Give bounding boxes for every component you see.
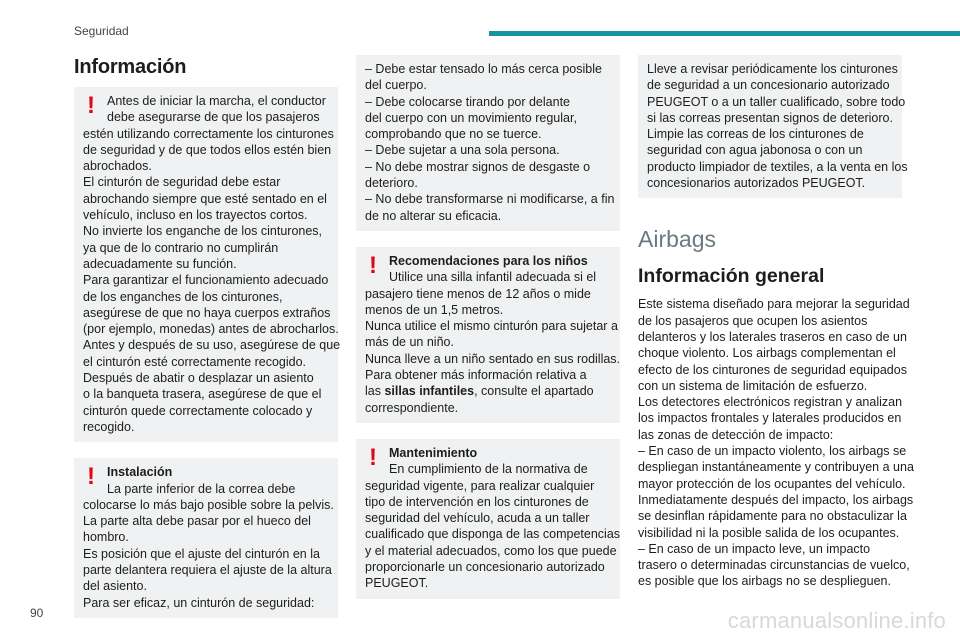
- text-line: Para garantizar el funcionamiento adecuado: [83, 273, 329, 288]
- text-line: asegúrese de que no haya cuerpos extraños: [83, 305, 331, 320]
- text-line: ya que de lo contrario no cumplirán: [83, 240, 279, 255]
- text-line: PEUGEOT o a un taller cualificado, sobre todo: [647, 94, 906, 109]
- text-line: de seguridad y de que todos ellos estén bien: [83, 142, 332, 157]
- text-line: tipo de intervención en los cinturones de: [365, 494, 589, 509]
- info-text: [83, 93, 341, 435]
- text-line: deterioro.: [365, 176, 418, 191]
- text-line: – No debe mostrar signos de desgaste o: [365, 159, 591, 174]
- column-left: [74, 50, 341, 634]
- text-line: Utilice una silla infantil adecuada si el: [389, 270, 597, 285]
- text-line: si las correas presentan signos de deterioro.: [647, 110, 893, 125]
- text-line: seguridad vigente, para realizar cualquier: [365, 478, 595, 493]
- text-line: – Debe estar tensado lo más cerca posible: [365, 62, 602, 76]
- text-line: vehículo, incluso en los trayectos cortos.: [83, 208, 308, 223]
- text-line: trasero o determinadas circunstancias de vuelco,: [638, 558, 910, 573]
- install-text: [83, 481, 334, 611]
- text-line: de no alterar su eficacia.: [365, 208, 502, 223]
- maintenance-title: Mantenimiento: [389, 445, 478, 460]
- info-warning-box: [74, 87, 341, 442]
- warning-icon: !: [369, 251, 377, 279]
- text-line: de seguridad a un concesionario autorizado: [647, 78, 890, 93]
- text-line: seguridad con agua jabonosa o con un: [647, 143, 863, 158]
- text-line: producto limpiador de textiles, a la venta en los: [647, 159, 908, 174]
- text-line: adecuadamente su función.: [83, 256, 237, 271]
- text-line: Inmediatamente después del impacto, los airbags: [638, 492, 914, 507]
- text-line: el cinturón esté correctamente recogido.: [83, 354, 307, 369]
- service-box: [638, 55, 908, 198]
- text-line: Antes de iniciar la marcha, el conductor: [107, 94, 326, 108]
- text-line: se desinflan rápidamente para no obstaculizar la: [638, 509, 907, 524]
- text-line: abrochados.: [83, 159, 152, 174]
- warning-icon: !: [87, 92, 95, 119]
- text-line: recogido.: [83, 419, 135, 434]
- text-line: concesionarios autorizados PEUGEOT.: [647, 176, 866, 191]
- child-seats-link: sillas infantiles: [384, 384, 475, 399]
- text-line: – Debe sujetar a una sola persona.: [365, 143, 560, 158]
- text-line: – En caso de un impacto leve, un impacto: [638, 541, 871, 556]
- text-line: Este sistema diseñado para mejorar la seguridad: [638, 297, 910, 312]
- page-number: 90: [30, 606, 44, 620]
- text-line: – En caso de un impacto violento, los airbags se: [638, 444, 907, 459]
- text-line: choque violento. Los airbags complementan el: [638, 346, 896, 361]
- column-middle: [356, 55, 620, 615]
- text-line: Limpie las correas de los cinturones de: [647, 127, 864, 142]
- text-line: – Debe colocarse tirando por delante: [365, 94, 570, 109]
- children-last-line: correspondiente.: [365, 400, 459, 415]
- text-line: visibilidad ni la posible salida de los ocupantes.: [638, 525, 900, 540]
- section-header: Seguridad: [74, 24, 129, 38]
- text-line: cinturón quede correctamente colocado y: [83, 403, 313, 418]
- belt-requirements-box: [356, 55, 620, 231]
- text-line: Nunca utilice el mismo cinturón para sujetar a: [365, 319, 618, 334]
- text-line: parte delantera requiera el ajuste de la altura: [83, 563, 332, 578]
- text-line: Los detectores electrónicos registran y analizan: [638, 395, 903, 410]
- text-line: mayor protección de los ocupantes del vehículo.: [638, 476, 906, 491]
- text-line: La parte alta debe pasar por el hueco del: [83, 514, 311, 529]
- general-info-heading: Información general: [638, 265, 825, 288]
- text-line: PEUGEOT.: [365, 576, 429, 591]
- watermark: carmanualsonline.info: [727, 608, 946, 633]
- text-line: – No debe transformarse ni modificarse, a fin: [365, 192, 615, 207]
- text-line: Después de abatir o desplazar un asiento: [83, 371, 314, 386]
- text-line: los impactos frontales y laterales producidos en: [638, 411, 902, 426]
- children-text: [365, 269, 621, 383]
- text-line: El cinturón de seguridad debe estar: [83, 175, 281, 190]
- text-line: con un sistema de limitación de esfuerzo.: [638, 378, 868, 393]
- warning-icon: !: [369, 443, 377, 471]
- text-line: proporcionarle un concesionario autorizado: [365, 560, 605, 575]
- install-title: Instalación: [107, 465, 173, 480]
- column-right: [638, 55, 914, 590]
- maintenance-text: [365, 461, 621, 591]
- text-line: No invierte los enganche de los cinturones,: [83, 224, 323, 239]
- text-line: o la banqueta trasera, asegúrese de que el: [83, 387, 322, 402]
- text-line: de los pasajeros que ocupen los asientos: [638, 313, 868, 328]
- maintenance-warning-box: [356, 439, 620, 599]
- text-line: seguridad del vehículo, acuda a un taller: [365, 511, 590, 526]
- text-line: Es posición que el ajuste del cinturón en la: [83, 546, 320, 561]
- text-line: La parte inferior de la correa debe: [107, 481, 296, 496]
- text-line: hombro.: [83, 530, 129, 545]
- text-line: más de un niño.: [365, 335, 454, 350]
- text-line: En cumplimiento de la normativa de: [389, 462, 588, 477]
- text-line: cualificado que disponga de las competencias: [365, 527, 621, 542]
- text-line: del cuerpo con un movimiento regular,: [365, 110, 577, 125]
- general-info-text: [638, 296, 914, 589]
- page-title: Información: [74, 56, 187, 78]
- text-line: Para obtener más información relativa a: [365, 368, 587, 383]
- child-seats-reference: las sillas infantiles, consulte el apartado: [365, 384, 594, 399]
- belt-requirements-text: [365, 61, 615, 224]
- text-line: comprobando que no se tuerce.: [365, 127, 542, 142]
- text-line: las zonas de detección de impacto:: [638, 427, 834, 442]
- text-line: colocarse lo más bajo posible sobre la pelvis.: [83, 497, 334, 512]
- text-line: y el material adecuados, como los que puede: [365, 543, 617, 558]
- children-title: Recomendaciones para los niños: [389, 253, 588, 268]
- text-line: del cuerpo.: [365, 78, 427, 93]
- text-line: (por ejemplo, monedas) antes de abrocharlos.: [83, 322, 339, 337]
- airbags-heading: Airbags: [638, 226, 716, 253]
- text-line: debe asegurarse de que los pasajeros: [107, 110, 320, 125]
- service-text: [647, 61, 908, 191]
- text-line: pasajero tiene menos de 12 años o mide: [365, 286, 591, 301]
- text-line: despliegan instantáneamente y contribuyen a una: [638, 460, 914, 475]
- text-line: efecto de los cinturones de seguridad equipados: [638, 362, 907, 377]
- text-line: delanteros y los laterales traseros en caso de un: [638, 329, 907, 344]
- text-line: Para ser eficaz, un cinturón de seguridad:: [83, 595, 315, 610]
- text-line: Lleve a revisar periódicamente los cinturones: [647, 62, 898, 76]
- text-line: Nunca lleve a un niño sentado en sus rodillas.: [365, 351, 621, 366]
- children-warning-box: [356, 247, 620, 423]
- text-line: Antes y después de su uso, asegúrese de que: [83, 338, 341, 353]
- text-line: de los enganches de los cinturones,: [83, 289, 283, 304]
- text-line: estén utilizando correctamente los cinturones: [83, 126, 334, 141]
- text-line: menos de un 1,5 metros.: [365, 302, 504, 317]
- text-line: es posible que los airbags no se desplieguen.: [638, 574, 891, 589]
- text-line: del asiento.: [83, 579, 147, 594]
- warning-icon: !: [87, 463, 95, 491]
- install-warning-box: [74, 458, 338, 618]
- text-line: abrochando siempre que esté sentado en el: [83, 191, 327, 206]
- header-accent-bar: [489, 31, 960, 36]
